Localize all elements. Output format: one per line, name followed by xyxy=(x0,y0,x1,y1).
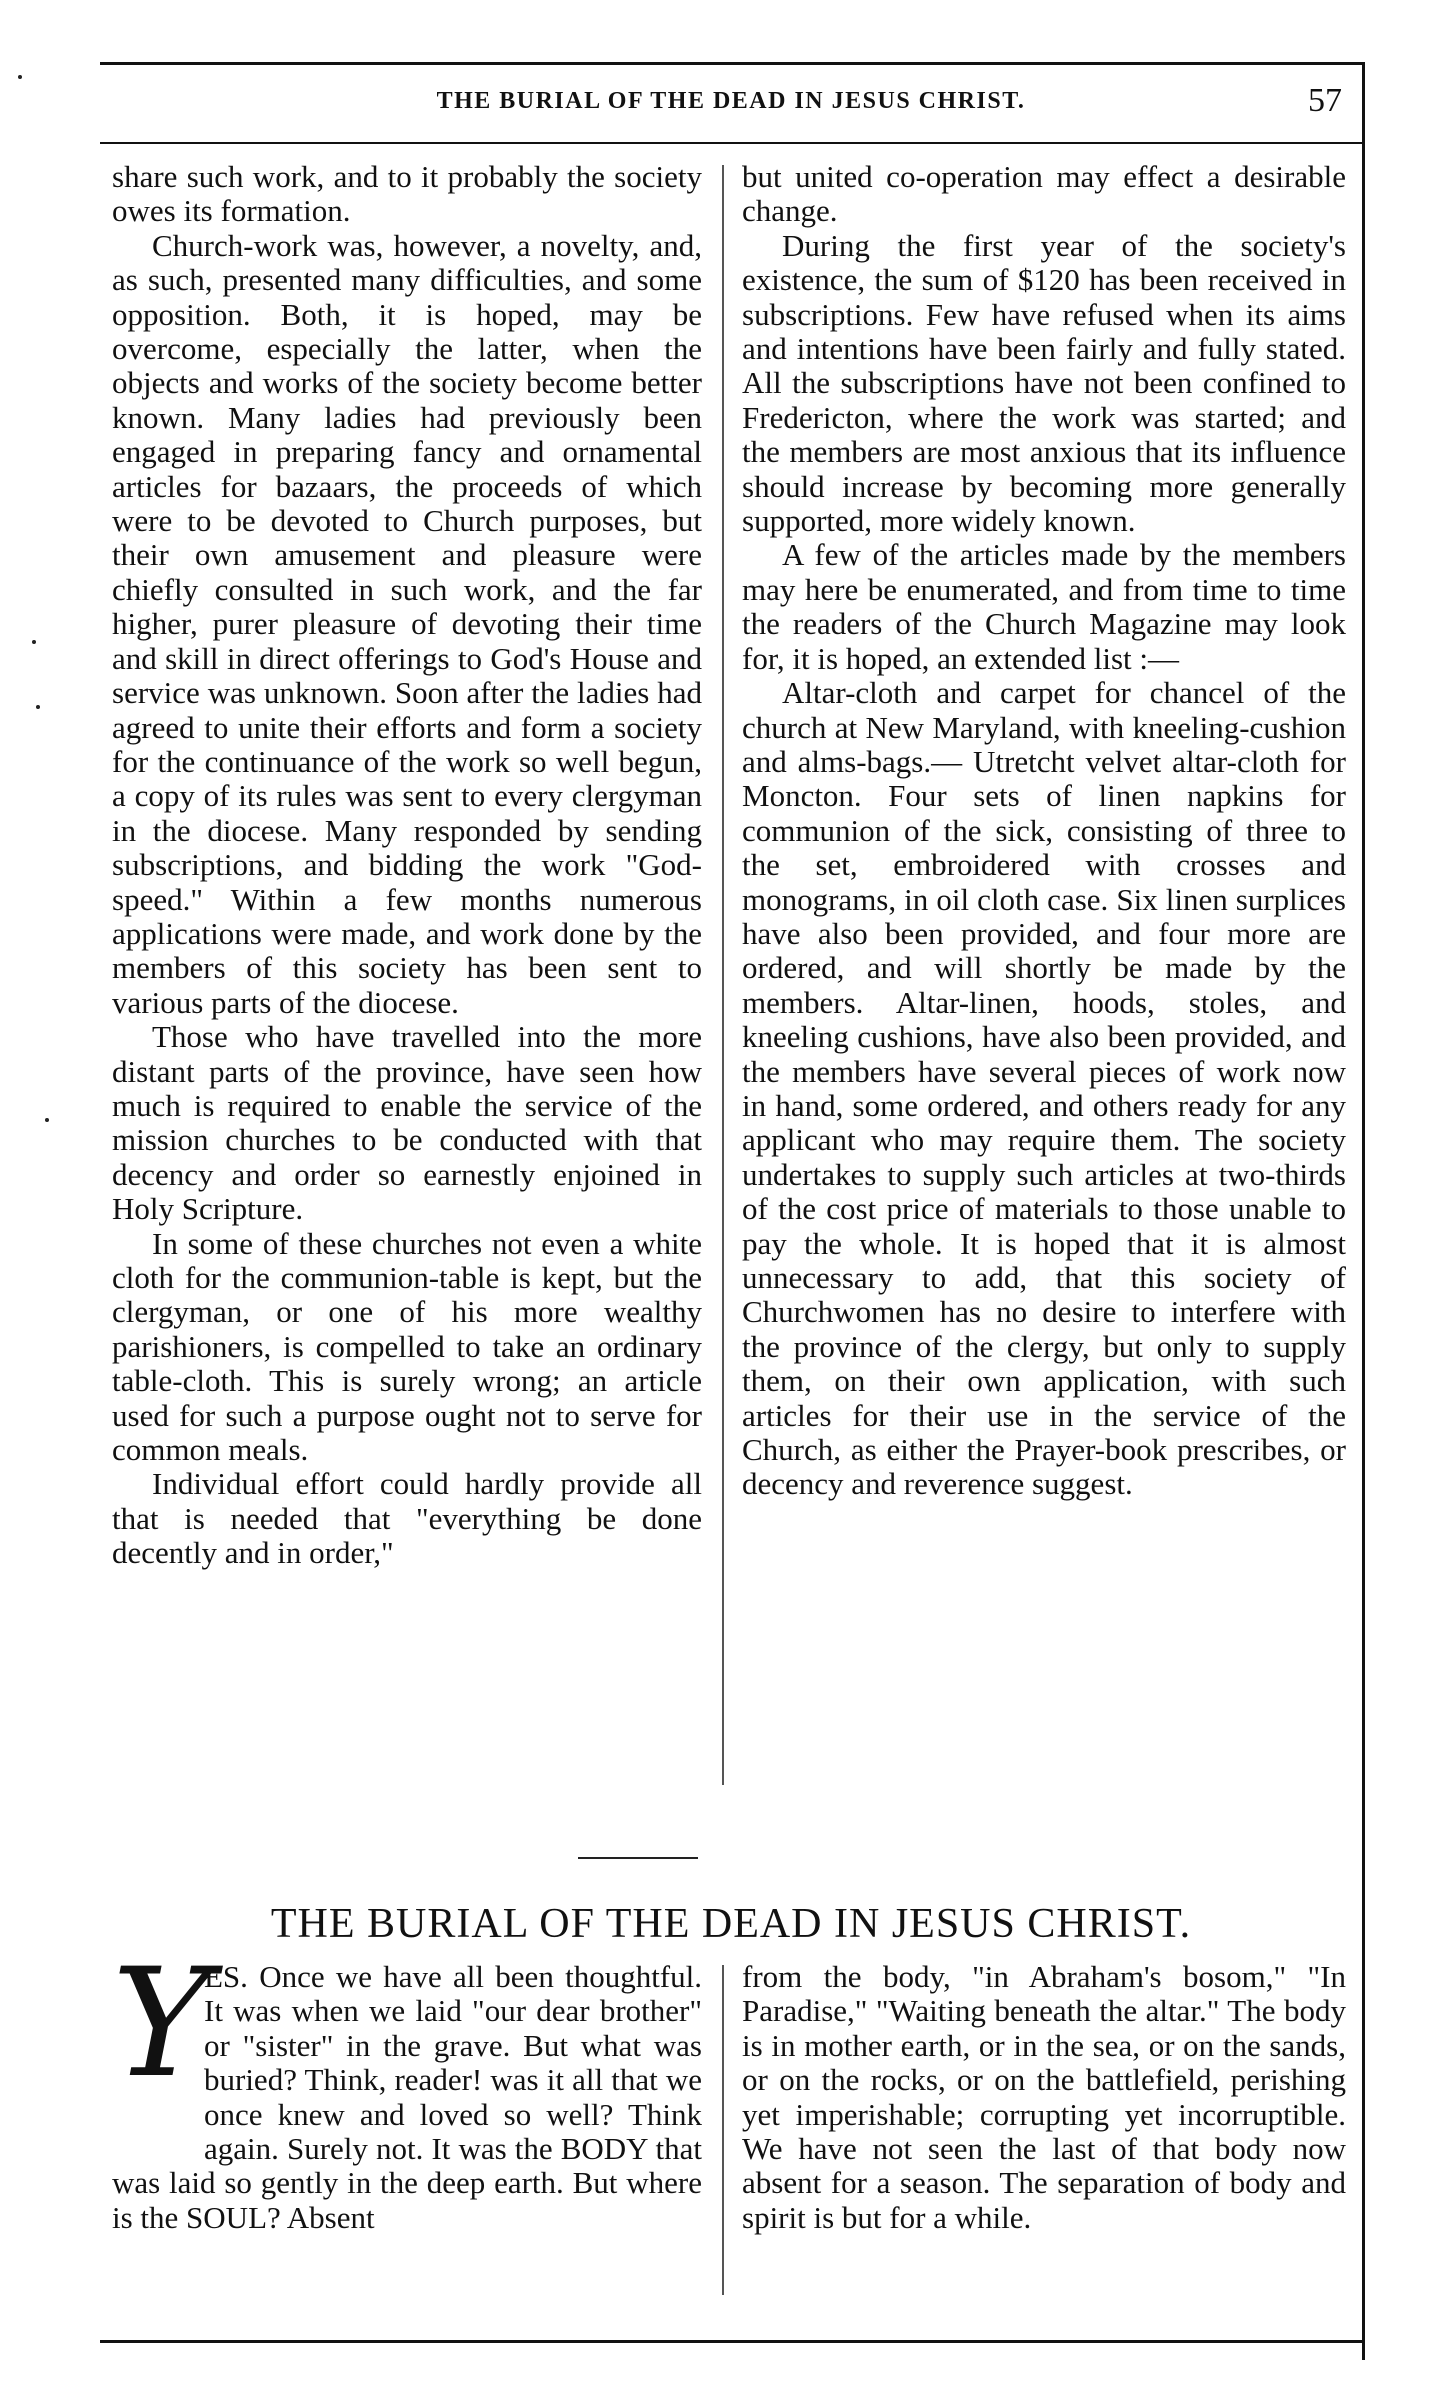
page-header xyxy=(100,82,1362,128)
paragraph: from the body, "in Abraham's bosom," "In Paradise," "Waiting beneath the altar." The body is in mother earth, or in the sea, or on the sands, or on the rocks, or on the battlefield, perishing yet imperishable; corrupting yet incorruptible. We have not seen the last of that body now absent for a season. The separation of body and spirit is but for a while. xyxy=(742,1959,1346,2235)
bottom-rule xyxy=(100,2340,1365,2343)
opening-text: ES. Once we have all been thoughtful. It was when we laid "our dear brother" or "sister" in the grave. But what was buried? Think, reader! was it all that we once knew and loved so well? Think again. Surely not. It was the BODY that was laid so gently in the deep earth. But where is the SOUL? Absent xyxy=(112,1959,702,2235)
page-number: 57 xyxy=(1308,82,1342,119)
paragraph xyxy=(112,1937,702,2235)
margin-speck xyxy=(36,705,40,709)
column-divider xyxy=(722,1965,724,2295)
margin-speck xyxy=(18,75,22,79)
margin-speck xyxy=(45,1118,49,1122)
paragraph: share such work, and to it probably the society owes its formation. xyxy=(112,159,702,229)
top-rule xyxy=(100,62,1362,65)
paragraph: Individual effort could hardly provide all that is needed that "everything be done decently and in order," xyxy=(112,1466,702,1571)
drop-cap: Y xyxy=(112,1937,212,2111)
paragraph: Altar-cloth and carpet for chancel of the church at New Maryland, with kneeling-cushion and alms-bags.— Utretcht velvet altar-cloth for Moncton. Four sets of linen napkins for communion of the sick, consisting of three to the set, embroidered with crosses and monograms, in oil cloth case. Six linen surplices have also been provided, and four more are ordered, and will shortly be made by the members. Altar-linen, hoods, stoles, and kneeling cushions, have also been provided, and the members have several pieces of work now in hand, some ordered, and others ready for any applicant who may require them. The society undertakes to supply such articles at two-thirds of the cost price of materials to those unable to pay the whole. It is hoped that it is almost unnecessary to add, that this society of Churchwomen has no desire to interfere with the province of the clergy, but only to supply them, on their own application, with such articles for their use in the service of the Church, as either the Prayer-book prescribes, or decency and reverence suggest. xyxy=(742,675,1346,1502)
running-title: THE BURIAL OF THE DEAD IN JESUS CHRIST. xyxy=(436,88,1026,114)
right-border-rule xyxy=(1362,62,1365,2360)
article2-column-right xyxy=(742,1960,1346,2235)
paragraph: Those who have travelled into the more distant parts of the province, have seen how much is required to enable the service of the mission churches to be conducted with that decency and order so earnestly enjoined in Holy Scripture. xyxy=(112,1019,702,1227)
article2-column-left xyxy=(112,1937,702,2235)
section-divider-rule xyxy=(578,1857,698,1859)
article-title: THE BURIAL OF THE DEAD IN JESUS CHRIST. xyxy=(270,1901,1192,1947)
article-column-right xyxy=(742,160,1346,1502)
paragraph: A few of the articles made by the members may here be enumerated, and from time to time the readers of the Church Magazine may look for, it is hoped, an extended list :— xyxy=(742,537,1346,676)
paragraph: Church-work was, however, a novelty, and, as such, presented many difficulties, and some opposition. Both, it is hoped, may be overcome, especially the latter, when the objects and works of the society become better known. Many ladies had previously been engaged in preparing fancy and ornamental articles for bazaars, the proceeds of which were to be devoted to Church purposes, but their own amusement and pleasure were chiefly consulted in such work, and the far higher, purer pleasure of devoting their time and skill in direct offerings to God's House and service was unknown. Soon after the ladies had agreed to unite their efforts and form a society for the continuance of the work so well begun, a copy of its rules was sent to every clergyman in the diocese. Many responded by sending subscriptions, and bidding the work "God-speed." Within a few months numerous applications were made, and work done by the members of this society has been sent to various parts of the diocese. xyxy=(112,227,702,1020)
paragraph: but united co-operation may effect a desirable change. xyxy=(742,159,1346,229)
paragraph: During the first year of the society's existence, the sum of $120 has been received in subscriptions. Few have refused when its aims and intentions have been fairly and fully stated. All the subscriptions have not been confined to Fredericton, where the work was started; and the members are most anxious that its influence should increase by becoming more generally supported, more widely known. xyxy=(742,227,1346,539)
paragraph: In some of these churches not even a white cloth for the communion-table is kept, but the clergyman, or one of his more wealthy parishioners, is compelled to take an ordinary table-cloth. This is surely wrong; an article used for such a purpose ought not to serve for common meals. xyxy=(112,1225,702,1468)
header-rule xyxy=(100,142,1362,144)
column-divider xyxy=(722,165,724,1785)
margin-specks xyxy=(0,0,60,2384)
article-column-left xyxy=(112,160,702,1571)
margin-speck xyxy=(32,640,36,644)
